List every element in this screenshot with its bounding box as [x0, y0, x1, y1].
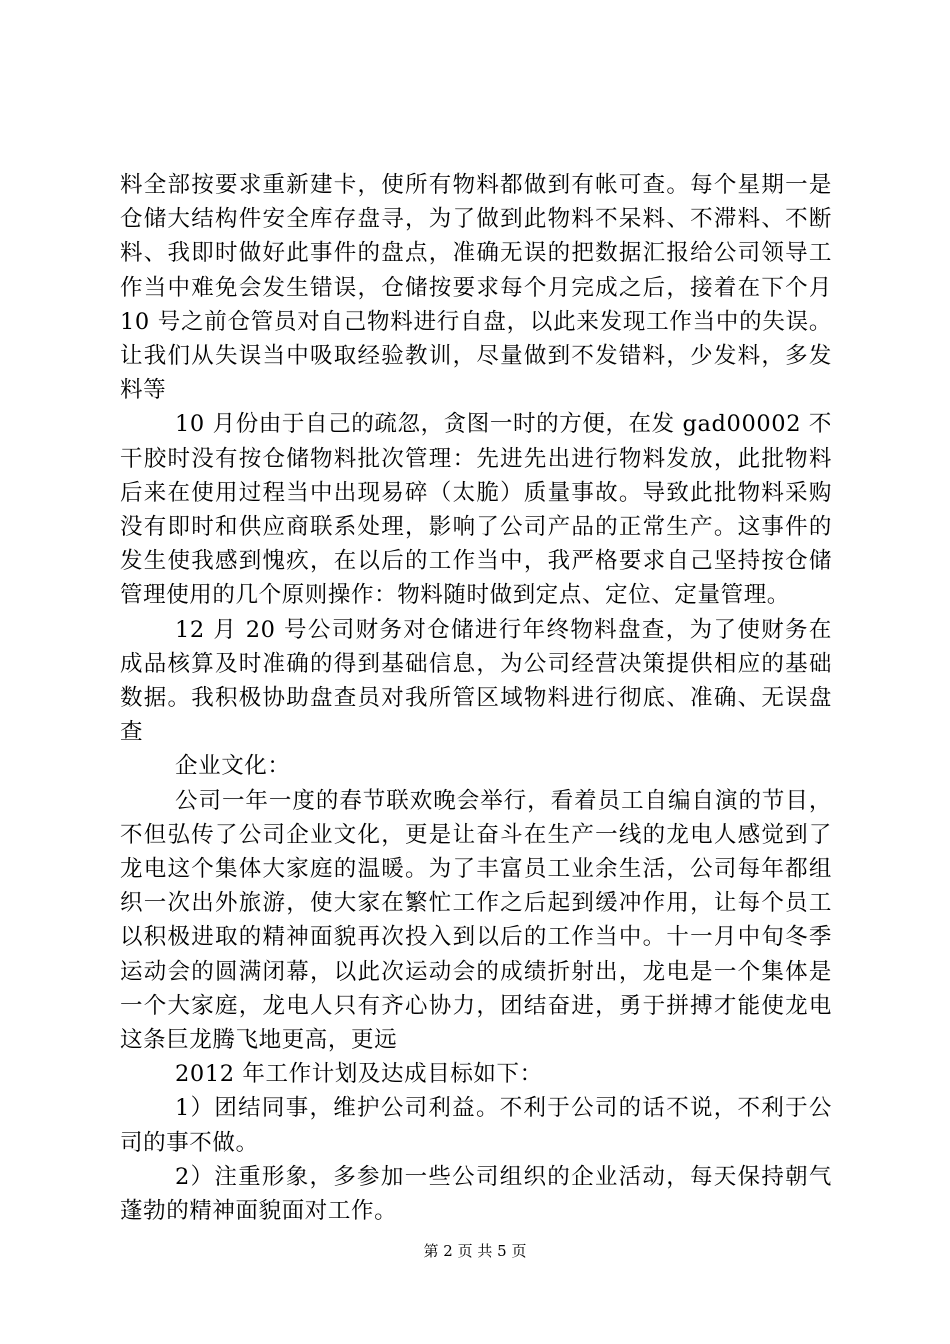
section-heading-corporate-culture: 企业文化： — [175, 753, 291, 780]
plan-item-2: 2）注重形象，多参加一些公司组织的企业活动，每天保持朝气蓬勃的精神面貌面对工作。 — [120, 1163, 832, 1225]
section-heading-work-plan: 2012 年工作计划及达成目标如下： — [175, 1061, 543, 1088]
page-number-footer: 第 2 页 共 5 页 — [423, 1242, 527, 1260]
plan-item-1: 1）团结同事，维护公司利益。不利于公司的话不说，不利于公司的事不做。 — [120, 1095, 832, 1156]
paragraph-year-end-audit: 12 月 20 号公司财务对仓储进行年终物料盘查，为了使财务在成品核算及时准确的得到基础信息，为公司经营决策提供相应的基础数据。我积极协助盘查员对我所管区域物料进行彻底、准确、无误盘查 — [120, 616, 832, 746]
paragraph-inventory-continuation: 料全部按要求重新建卡，使所有物料都做到有帐可查。每个星期一是仓储大结构件安全库存盘寻，为了做到此物料不呆料、不滞料、不断料、我即时做好此事件的盘点，准确无误的把数据汇报给公司领导工作当中难免会发生错误，仓储按要求每个月完成之后，接着在下个月 10 号之前仓管员对自己物料进行自盘，以此来发现工作当中的失误。让我们从失误当中吸取经验教训，尽量做到不发错料，少发料，多发料等 — [120, 172, 832, 404]
paragraph-october-incident: 10 月份由于自己的疏忽，贪图一时的方便，在发 gad00002 不干胶时没有按仓储物料批次管理：先进先出进行物料发放，此批物料后来在使用过程当中出现易碎（太脆）质量事故。导致此批物料采购没有即时和供应商联系处理，影响了公司产品的正常生产。这事件的发生使我感到愧疚，在以后的工作当中，我严格要求自己坚持按仓储管理使用的几个原则操作：物料随时做到定点、定位、定量管理。 — [120, 411, 832, 609]
paragraph-corporate-culture: 公司一年一度的春节联欢晚会举行，看着员工自编自演的节目，不但弘传了公司企业文化，更是让奋斗在生产一线的龙电人感觉到了龙电这个集体大家庭的温暖。为了丰富员工业余生活，公司每年都组织一次出外旅游，使大家在繁忙工作之后起到缓冲作用，让每个员工以积极进取的精神面貌再次投入到以后的工作当中。十一月中旬冬季运动会的圆满闭幕，以此次运动会的成绩折射出，龙电是一个集体是一个大家庭，龙电人只有齐心协力，团结奋进，勇于拼搏才能使龙电这条巨龙腾飞地更高，更远 — [120, 787, 832, 1054]
document-body — [120, 168, 832, 1228]
